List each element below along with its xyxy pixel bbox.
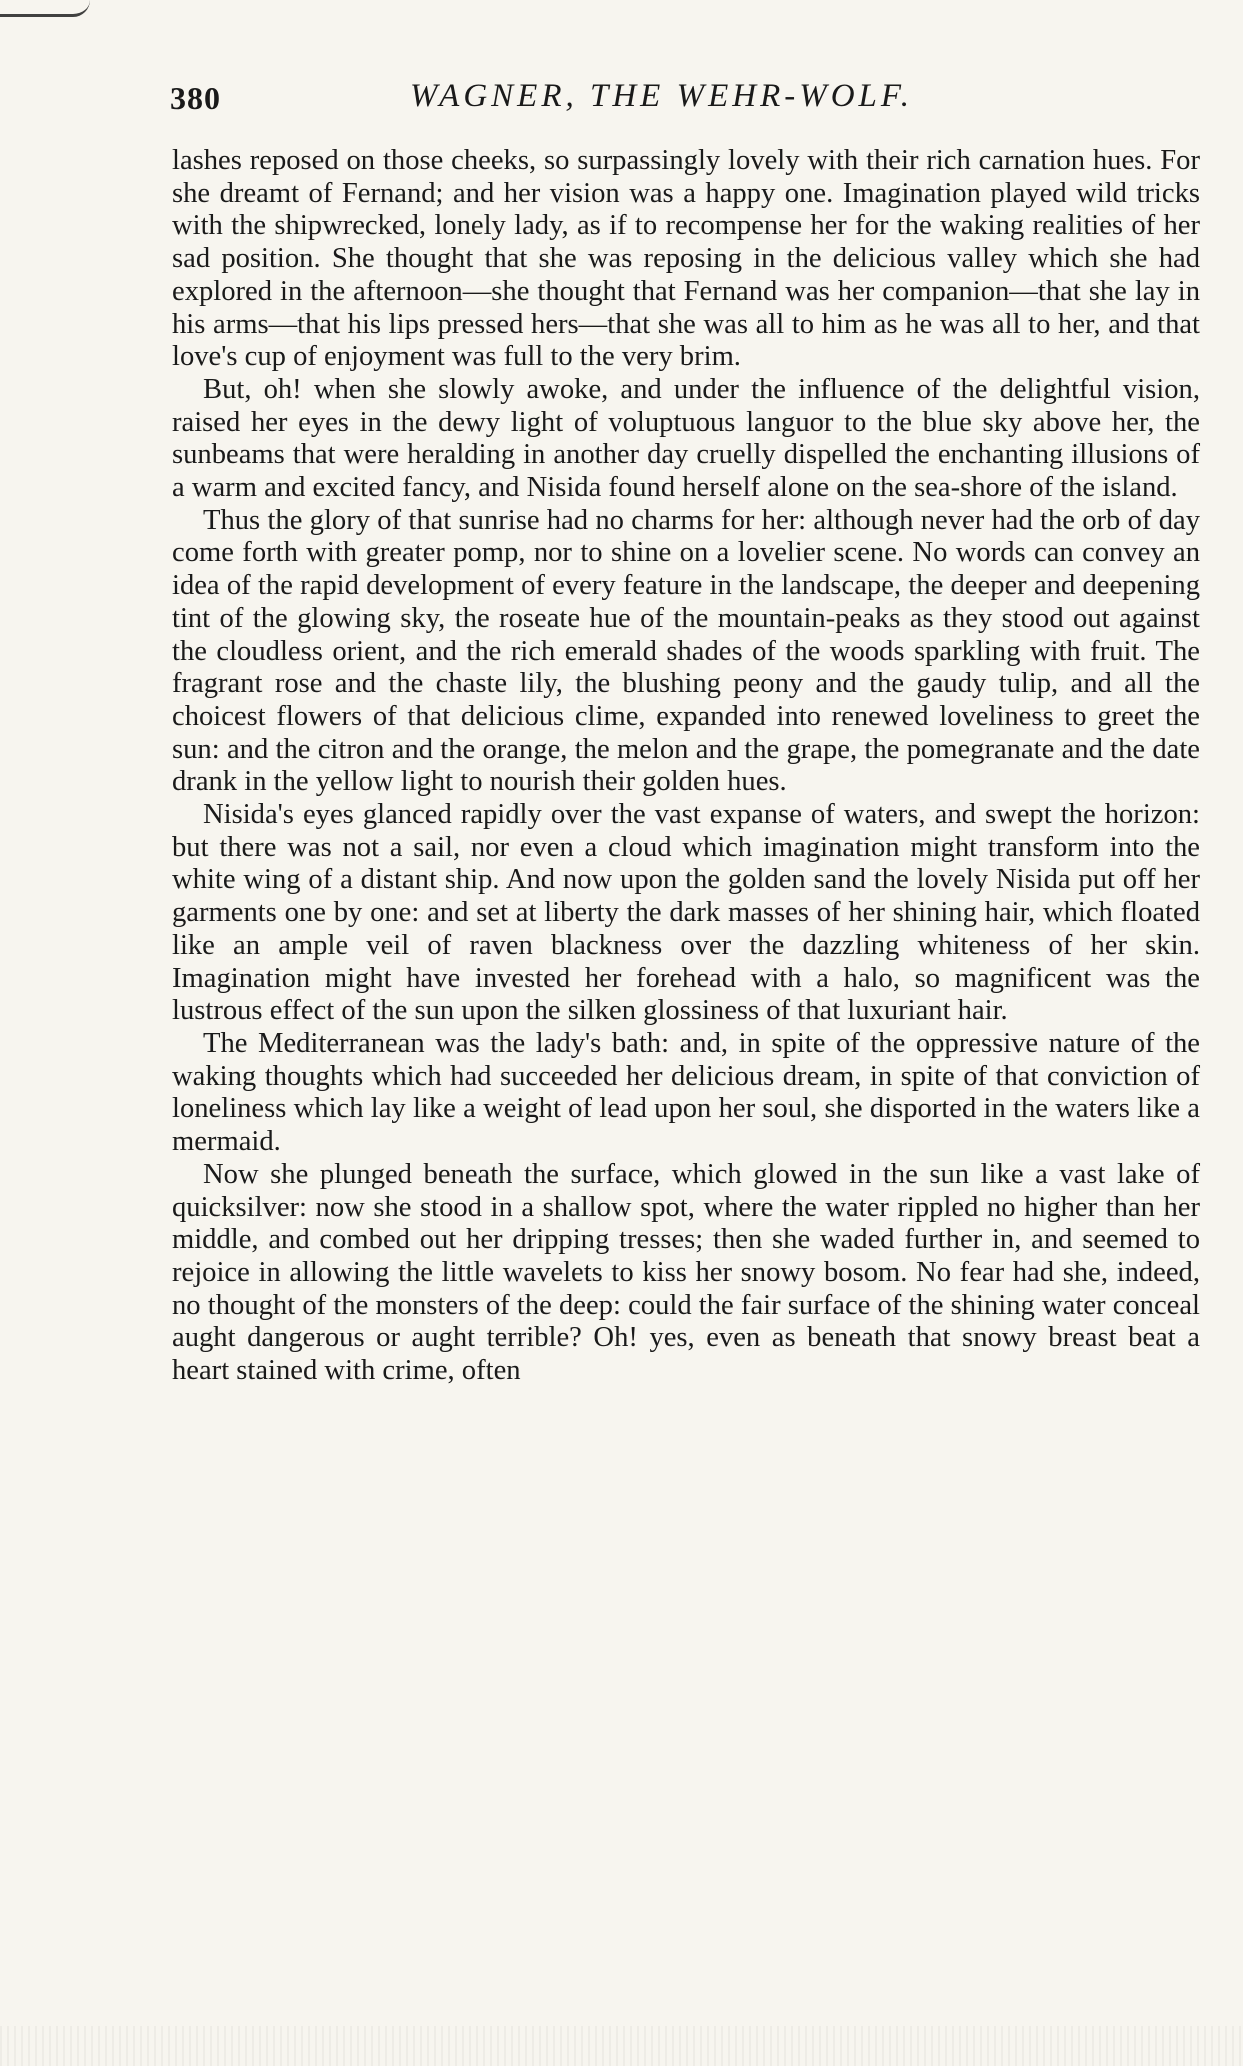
running-title: WAGNER, THE WEHR-WOLF. <box>410 78 914 114</box>
paragraph-5: The Mediterranean was the lady's bath: and, in spite of the oppressive nature of the waking thoughts which had succeeded her delicious dream, in spite of that conviction of loneliness which lay like a weight of lead upon her soul, she disported in the waters like a mermaid. <box>172 1027 1200 1158</box>
paragraph-4: Nisida's eyes glanced rapidly over the vast expanse of waters, and swept the horizon: but there was not a sail, nor even a cloud which imagination might transform into the white wing of a distant ship. And now upon the golden sand the lovely Nisida put off her garments one by one: and set at liberty the dark masses of her shining hair, which floated like an ample veil of raven blackness over the dazzling whiteness of her skin. Imagination might have invested her forehead with a halo, so magnificent was the lustrous effect of the sun upon the silken glossiness of that luxuriant hair. <box>172 799 1200 1027</box>
paragraph-2: But, oh! when she slowly awoke, and under the influence of the delightful vision, raised her eyes in the dewy light of voluptuous languor to the blue sky above her, the sunbeams that were heralding in another day cruelly dispelled the enchanting illusions of a warm and excited fancy, and Nisida found herself alone on the sea-shore of the island. <box>172 373 1200 504</box>
scan-artifact <box>0 0 90 17</box>
body-text <box>172 145 1200 1388</box>
paragraph-1: lashes reposed on those cheeks, so surpassingly lovely with their rich carnation hues. For she dreamt of Fernand; and her vision was a happy one. Imagination played wild tricks with the shipwrecked, lonely lady, as if to recompense her for the waking realities of her sad position. She thought that she was reposing in the delicious valley which she had explored in the afternoon—she thought that Fernand was her companion—that she lay in his arms—that his lips pressed hers—that she was all to him as he was all to her, and that love's cup of enjoyment was full to the very brim. <box>172 145 1200 373</box>
scan-artifact-bottom <box>0 2026 1243 2066</box>
paragraph-6: Now she plunged beneath the surface, which glowed in the sun like a vast lake of quicksilver: now she stood in a shallow spot, where the water rippled no higher than her middle, and combed out her dripping tresses; then she waded further in, and seemed to rejoice in allowing the little wavelets to kiss her snowy bosom. No fear had she, indeed, no thought of the monsters of the deep: could the fair surface of the shining water conceal aught dangerous or aught terrible? Oh! yes, even as beneath that snowy breast beat a heart stained with crime, often <box>172 1158 1200 1387</box>
paragraph-3: Thus the glory of that sunrise had no charms for her: although never had the orb of day come forth with greater pomp, nor to shine on a lovelier scene. No words can convey an idea of the rapid development of every feature in the landscape, the deeper and deepening tint of the glowing sky, the roseate hue of the mountain-peaks as they stood out against the cloudless orient, and the rich emerald shades of the woods sparkling with fruit. The fragrant rose and the chaste lily, the blushing peony and the gaudy tulip, and all the choicest flowers of that delicious clime, expanded into renewed loveliness to greet the sun: and the citron and the orange, the melon and the grape, the pomegranate and the date drank in the yellow light to nourish their golden hues. <box>172 504 1200 798</box>
page-number: 380 <box>170 80 221 116</box>
page-header <box>170 80 1210 120</box>
